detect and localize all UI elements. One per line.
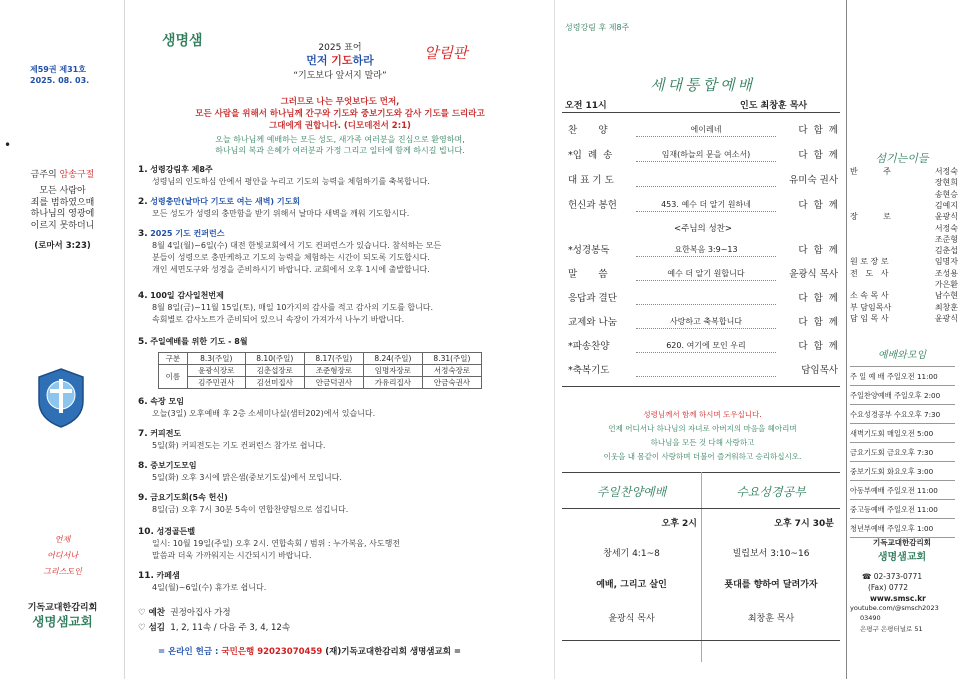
worship-order-item (568, 338, 838, 356)
motto-main: 먼저 기도하라 (306, 54, 374, 67)
order-item-leader: 유미숙 권사 (789, 175, 838, 186)
schedule-row: 아동부예배 주일오전 11:00 (850, 481, 955, 500)
service-leader: 인도 최창훈 목사 (740, 101, 808, 111)
afternoon-service-title: 주일찬양예배 (596, 485, 667, 499)
server-name: 윤광식 (934, 212, 958, 222)
order-item-leader: 다 함 께 (798, 150, 838, 161)
order-item-label: 교제와 나눔 (568, 317, 617, 328)
church-address: 은평구 은평터널로 51 (860, 625, 923, 633)
phone-number: ☎ 02-373-0771 (862, 572, 923, 581)
worship-order-item (568, 266, 838, 284)
afternoon-sermon: 예배, 그리고 살인 (596, 580, 667, 590)
schedule-row: 주일찬양예배 주일오후 2:00 (850, 386, 955, 405)
afternoon-preacher: 윤광식 목사 (608, 614, 655, 624)
server-row (850, 290, 958, 301)
servers-title: 섬기는이들 (875, 152, 929, 165)
online-offering: = 온라인 헌금 : 국민은행 92023070459 (재)기독교대한감리회 생명샘교회 = (158, 647, 462, 657)
news-item: 11. 카페샘 4일(월)~6일(수) 휴가로 쉽니다. (138, 571, 267, 592)
server-row (850, 223, 958, 234)
side-church-denomination: 기독교대한감리회 (873, 538, 931, 547)
server-name: 서정숙 (934, 167, 958, 176)
service-title: 세대통합예배 (650, 76, 755, 94)
handwritten-motto: 언제 어디서나 그리스도인 (43, 535, 82, 576)
scripture-block: 그러므로 나는 무엇보다도 먼저, 모든 사람을 위해서 하나님께 간구와 기도와 중보기도와 감사 기도를 드리라고 그대에게 권합니다. (디모데전서 2:1) (195, 97, 485, 131)
liturgical-season: 성령강림 후 제8주 (565, 23, 630, 32)
worship-order-item (568, 220, 838, 238)
church-denomination: 기독교대한감리회 (27, 603, 98, 613)
order-item-label: 말 씀 (568, 269, 608, 280)
server-row (850, 166, 958, 177)
verse-reference: (로마서 3:23) (34, 241, 91, 251)
afternoon-time: 오후 2시 (661, 519, 697, 529)
worship-order-item (568, 122, 838, 140)
order-item-leader: 다 함 께 (798, 125, 838, 136)
service-time: 오전 11시 (565, 101, 607, 111)
divider (562, 508, 840, 509)
order-item-leader: 다 함 께 (798, 245, 838, 256)
order-item-label: 대 표 기 도 (568, 175, 614, 186)
order-item-detail: 예수 더 알기 원합니다 (636, 268, 776, 281)
worship-order-item (568, 147, 838, 165)
wednesday-preacher: 최창훈 목사 (747, 614, 795, 624)
church-name: 생명샘교회 (32, 614, 93, 629)
news-item: 2. 성령충만(날마다 기도로 여는 새벽) 기도회 모든 성도가 성령의 충만함을 받기 위해서 날마다 새벽을 깨워 기도합시다. (138, 197, 410, 218)
server-role: 장 로 (850, 212, 891, 222)
server-name: 최창훈 (934, 302, 958, 312)
wednesday-time: 오후 7시 30분 (774, 519, 834, 529)
worship-order-item (568, 172, 838, 190)
order-item-label: *축복기도 (568, 365, 610, 376)
order-item-leader: 다 함 께 (798, 293, 838, 304)
server-role: 부 담임목사 (850, 302, 892, 312)
volume-number: 제59권 제31호 (30, 65, 86, 74)
schedule-row: 중보기도회 화요오후 3:00 (850, 462, 955, 481)
schedule-row: 주 일 예 배 주일오전 11:00 (850, 367, 955, 386)
church-emblem-icon (36, 367, 86, 429)
server-name: 장현희 (934, 178, 958, 188)
handwritten-notice: 알림판 (424, 44, 468, 62)
table-row: 구분 8.3(주일) 8.10(주일) 8.17(주일) 8.24(주일) 8.31(주일) (159, 353, 482, 365)
divider (562, 112, 840, 113)
wednesday-study-title: 수요성경공부 (736, 485, 806, 499)
table-row: 김주민권사 김선미집사 안금덕권사 가유리집사 안금숙권사 (159, 377, 482, 389)
server-name: 임명자 (934, 257, 958, 267)
logo-text: 생명샘 (162, 33, 203, 49)
order-item-detail: 임재(하늘의 문을 여소서) (636, 149, 776, 162)
usher-service: ♡ 섬김 1, 2, 11속 / 다음 주 3, 4, 12속 (138, 623, 291, 633)
order-item-label: *입 례 송 (568, 150, 613, 161)
news-item: 5. 주일예배를 위한 기도 - 8월 (138, 337, 248, 347)
afternoon-scripture: 창세기 4:1~8 (603, 549, 660, 559)
schedule-row: 새벽기도회 매일오전 5:00 (850, 424, 955, 443)
news-item: 10. 성경골든벨 일시: 10월 19일(주일) 오후 2시. 연합속회 / 범위 : 누가복음, 사도행전 말씀과 더욱 가까워지는 시간되시기 바랍니다. (138, 527, 401, 560)
zip-code: 03490 (860, 614, 881, 622)
schedule-title: 예배와모임 (877, 350, 927, 361)
order-item-detail: 사랑하고 축복합니다 (636, 316, 776, 329)
news-item: 9. 금요기도회(5속 헌신) 8일(금) 오후 7시 30분 5속이 연합찬양팀으로 섬깁니다. (138, 493, 349, 514)
motto-year: 2025 표어 (318, 43, 362, 53)
worship-order-item (568, 242, 838, 260)
order-item-detail (636, 364, 776, 377)
server-row (850, 211, 958, 222)
flower-offering: ♡ 예찬 권정아집사 가정 (138, 608, 231, 618)
table-row: 이름 윤광식장로 김춘섭장로 조준형장로 임명자장로 서정숙장로 (159, 365, 482, 377)
verse-title: 금주의 암송구절 (30, 170, 95, 180)
server-name: 김춘섭 (934, 246, 958, 256)
server-row (850, 177, 958, 188)
website-link[interactable]: www.smsc.kr (870, 594, 926, 603)
order-item-leader: 담임목사 (801, 365, 838, 376)
order-item-leader: 다 함 께 (798, 341, 838, 352)
blessing-message: 성령님께서 함께 하시며 도우십니다. 언제 어디서나 하나님의 자녀로 아버지의 마음을 헤아리며 하나님을 모든 것 다해 사랑하고 이웃을 내 몸같이 사랑하며 더불어 즐거워하고 승리하십시오. (603, 410, 802, 461)
server-row (850, 279, 958, 290)
order-item-detail (636, 292, 776, 305)
order-item-detail: 에이레네 (636, 124, 776, 137)
server-role: 전 도 사 (850, 268, 889, 278)
order-item-leader: 다 함 께 (798, 317, 838, 328)
side-divider (846, 0, 847, 679)
fax-number: (Fax) 0772 (868, 583, 908, 592)
schedule-row: 중고등예배 주일오전 11:00 (850, 500, 955, 519)
issue-date: 2025. 08. 03. (30, 76, 90, 85)
server-name: 송현승 (934, 189, 958, 199)
order-item-label: 응답과 결단 (568, 293, 617, 304)
order-item-label: 헌신과 봉헌 (568, 200, 617, 211)
news-item: 6. 속장 모임 오늘(3일) 오후예배 후 2층 소세미나실(샘터202)에서 있습니다. (138, 397, 376, 418)
server-name: 가은환 (934, 280, 958, 289)
server-role: 담 임 목 사 (850, 313, 889, 323)
worship-order-item (568, 362, 838, 380)
order-subheading: <주님의 성찬> (673, 224, 732, 234)
server-row (850, 313, 958, 324)
order-item-detail: 620. 여기에 모인 우리 (636, 340, 776, 353)
verse-text: 모든 사람아 죄를 범하였으매 하나님의 영광에 이르지 못하더니 (30, 186, 95, 231)
news-item: 1. 성령강림후 제8주 성령님의 인도하심 안에서 평안을 누리고 기도의 능력을 체험하기를 축복합니다. (138, 165, 430, 186)
order-item-detail: 요한복음 3:9~13 (636, 244, 776, 257)
order-item-label: *성경봉독 (568, 245, 610, 256)
server-name: 남수현 (934, 291, 958, 301)
order-item-leader: 윤광식 목사 (789, 269, 838, 280)
server-name: 조성용 (934, 268, 958, 278)
order-item-detail: 453. 예수 더 알기 원하네 (636, 199, 776, 212)
schedule-row: 청년부예배 주일오후 1:00 (850, 519, 955, 538)
bullet-dot: • (4, 138, 12, 152)
server-name: 조준형 (934, 234, 958, 244)
prayer-schedule-table (158, 352, 482, 389)
schedule-row: 금요기도회 금요오후 7:30 (850, 443, 955, 462)
motto-sub: “기도보다 앞서지 말라” (293, 71, 387, 81)
server-row (850, 200, 958, 211)
server-name: 윤광식 (934, 313, 958, 323)
server-role: 반 주 (850, 167, 891, 176)
youtube-link[interactable]: youtube.com/@smsch2023 (850, 604, 939, 612)
news-item: 8. 중보기도모임 5일(화) 오후 3시에 맑은샘(중보기도실)에서 모입니다. (138, 461, 342, 482)
left-column (0, 0, 125, 679)
order-item-label: *파송찬양 (568, 341, 610, 352)
server-row (850, 234, 958, 245)
worship-order-item (568, 290, 838, 308)
server-role: 소 속 목 사 (850, 291, 889, 301)
news-item: 4. 100일 감사일천번제 8월 8일(금)~11월 15일(토), 매일 10가지의 감사를 적고 감사의 기도를 합니다. 속회별로 감사노트가 준비되어 있으니 속장이 가져가서 나누기 바랍니다. (138, 291, 434, 324)
news-item: 3. 2025 기도 컨퍼런스 8월 4일(월)~6일(수) 대전 한빛교회에서 기도 컨퍼런스가 있습니다. 참석하는 모든 분들이 성령으로 충만케하고 기도의 능력을 체험하는 시간이 되도록 기도합시다. 개인 세면도구와 성경을 준비하시기 바랍니다. 교회에서 오후 1시에 출발합니다. (138, 229, 442, 274)
schedule-row: 수요성경공부 수요오후 7:30 (850, 405, 955, 424)
divider (562, 386, 840, 387)
side-church-name: 생명샘교회 (877, 552, 927, 563)
server-row (850, 245, 958, 256)
news-item: 7. 커피전도 5일(화) 커피전도는 기도 컨퍼런스 참가로 쉽니다. (138, 429, 326, 450)
wednesday-sermon: 푯대를 향하여 달려가자 (724, 580, 818, 590)
server-name: 서정숙 (934, 223, 958, 233)
server-role: 원 로 장 로 (850, 257, 889, 267)
order-item-label: 찬 양 (568, 125, 608, 136)
welcome-message: 오늘 하나님께 예배하는 모든 성도, 새가족 여러분을 진심으로 환영하며, 하나님의 복과 은혜가 여러분과 가정 그리고 일터에 함께 하시길 빕니다. (215, 135, 465, 155)
server-name: 김예지 (934, 200, 958, 210)
divider (562, 640, 840, 641)
server-row (850, 268, 958, 279)
wednesday-scripture: 빌립보서 3:10~16 (732, 549, 810, 559)
server-row (850, 302, 958, 313)
order-item-detail (636, 174, 776, 187)
server-row (850, 189, 958, 200)
order-item-leader: 다 함 께 (798, 200, 838, 211)
divider (701, 472, 702, 662)
worship-order-item (568, 197, 838, 215)
server-row (850, 256, 958, 267)
worship-order-item (568, 314, 838, 332)
